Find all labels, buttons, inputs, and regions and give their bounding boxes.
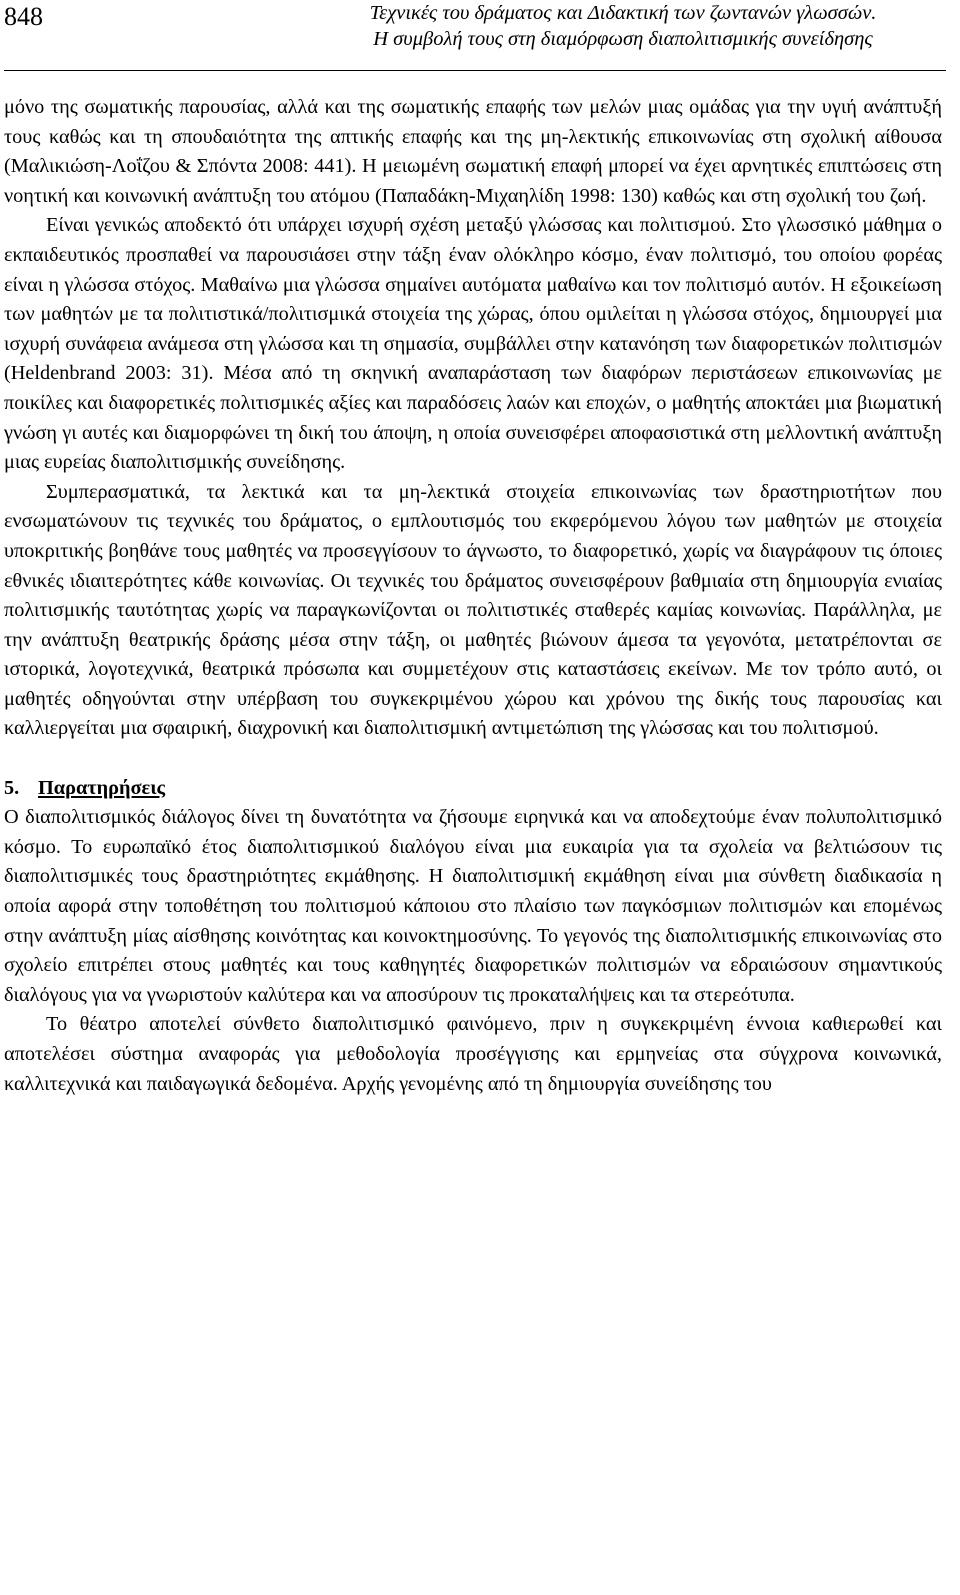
body-text: [4, 93, 942, 1099]
paragraph-language-culture: Είναι γενικώς αποδεκτό ότι υπάρχει ισχυρή σχέση μεταξύ γλώσσας και πολιτισμού. Στο γλωσσικό μάθημα ο εκπαιδευτικός προσπαθεί να παρουσιάσει στην τάξη έναν ολόκληρο κόσμο, έναν πολιτισμό, του οποίου φορέας είναι η γλώσσα στόχος. Μαθαίνω μια γλώσσα σημαίνει αυτόματα μαθαίνω και τον πολιτισμό αυτόν. Η εξοικείωση των μαθητών με τα πολιτιστικά/πολιτισμικά στοιχεία της χώρας, όπου ομιλείται η γλώσσα στόχος, δημιουργεί μια ισχυρή συνάφεια ανάμεσα στη γλώσσα και τη σημασία, συμβάλλει στην κατανόηση των διαφορετικών πολιτισμών (Heldenbrand 2003: 31). Μέσα από τη σκηνική αναπαράσταση των διαφόρων περιστάσεων επικοινωνίας με ποικίλες και διαφορετικές πολιτισμικές αξίες και παραδόσεις λαών και εποχών, ο μαθητής αποκτάει μια βιωματική γνώση γι αυτές και διαμορφώνει τη δική του άποψη, η οποία συνεισφέρει αποφασιστικά στη μελλοντική ανάπτυξη μιας ευρείας διαπολιτισμικής συνείδησης.: [4, 214, 942, 474]
header-divider: [4, 70, 946, 71]
running-header-line-1: Τεχνικές του δράματος και Διδακτική των ζωντανών γλωσσών.: [369, 2, 877, 24]
paragraph-theatre: Το θέατρο αποτελεί σύνθετο διαπολιτισμικό φαινόμενο, πριν η συγκεκριμένη έννοια καθιερωθεί και αποτελέσει σύστημα αναφοράς για μεθοδολογία προσέγγισης και ερμηνείας στα σύγχρονα κοινωνικά, καλλιτεχνικά και παιδαγωγικά δεδομένα. Αρχής γενομένης από τη δημιουργία συνείδησης του: [4, 1013, 942, 1095]
section-title: Παρατηρήσεις: [38, 776, 166, 799]
paragraph-conclusion: Συμπερασματικά, τα λεκτικά και τα μη-λεκτικά στοιχεία επικοινωνίας των δραστηριοτήτων που ενσωματώνουν τις τεχνικές του δράματος, ο εμπλουτισμός του εκφερόμενου λόγου των μαθητών με στοιχεία υποκριτικής βοηθάνε τους μαθητές να προσεγγίσουν το άγνωστο, το διαφορετικό, χωρίς να διαγράφουν τις όποιες εθνικές ιδιαιτερότητες κάθε κοινωνίας. Οι τεχνικές του δράματος συνεισφέρουν βαθμιαία στη δημιουργία ενιαίας πολιτισμικής ταυτότητας χωρίς να παραγκωνίζονται οι πολιτιστικές σταθερές καμίας κοινωνίας. Παράλληλα, με την ανάπτυξη θεατρικής δράσης μέσα στην τάξη, οι μαθητές βιώνουν άμεσα τα γεγονότα, μετατρέπονται σε ιστορικά, λογοτεχνικά, θεατρικά πρόσωπα και συμμετέχουν στις καταστάσεις εκείνων. Με τον τρόπο αυτό, οι μαθητές οδηγούνται στην υπέρβαση του συγκεκριμένου χώρου και χρόνου της δικής τους παρουσίας και καλλιεργείται μια σφαιρική, διαχρονική και διαπολιτισμική αντιμετώπιση της γλώσσας και του πολιτισμού.: [4, 480, 942, 740]
running-header: [300, 0, 946, 52]
paragraph-continuation: μόνο της σωματικής παρουσίας, αλλά και της σωματικής επαφής των μελών μιας ομάδας για την υγιή ανάπτυξή τους καθώς και τη σπουδαιότητα της απτικής επαφής και της μη-λεκτικής επικοινωνίας στη σχολική αίθουσα (Μαλικιώση-Λοΐζου & Σπόντα 2008: 441). Η μειωμένη σωματική επαφή μπορεί να έχει αρνητικές επιπτώσεις στη νοητική και κοινωνική ανάπτυξη του ατόμου (Παπαδάκη-Μιχαηλίδη 1998: 130) καθώς και στη σχολική του ζωή.: [4, 96, 942, 207]
running-header-line-2: Η συμβολή τους στη διαμόρφωση διαπολιτισμικής συνείδησης: [373, 28, 873, 50]
section-number: 5.: [4, 776, 20, 799]
page-number: 848: [4, 2, 43, 31]
section-heading: [4, 774, 942, 804]
paragraph-intercultural-dialogue: Ο διαπολιτισμικός διάλογος δίνει τη δυνατότητα να ζήσουμε ειρηνικά και να αποδεχτούμε έναν πολυπολιτισμικό κόσμο. Το ευρωπαϊκό έτος διαπολιτισμικού διαλόγου είναι μια ευκαιρία για τα σχολεία να βελτιώσουν τις διαπολιτισμικές τους δραστηριότητες εκμάθησης. Η διαπολιτισμική εκμάθηση είναι μια σύνθετη διαδικασία η οποία αφορά στην τοποθέτηση του πολιτισμού κάποιου στο πλαίσιο των παγκόσμιων πολιτισμών και επομένως στην ανάπτυξη μίας αίσθησης κοινότητας και κοινοκτημοσύνης. Το γεγονός της διαπολιτισμικής επικοινωνίας στο σχολείο επιτρέπει στους μαθητές και τους καθηγητές διαφορετικών πολιτισμών να εδραιώσουν σημαντικούς διαλόγους για να γνωριστούν καλύτερα και να αποσύρουν τις προκαταλήψεις και τα στερεότυπα.: [4, 806, 942, 1006]
